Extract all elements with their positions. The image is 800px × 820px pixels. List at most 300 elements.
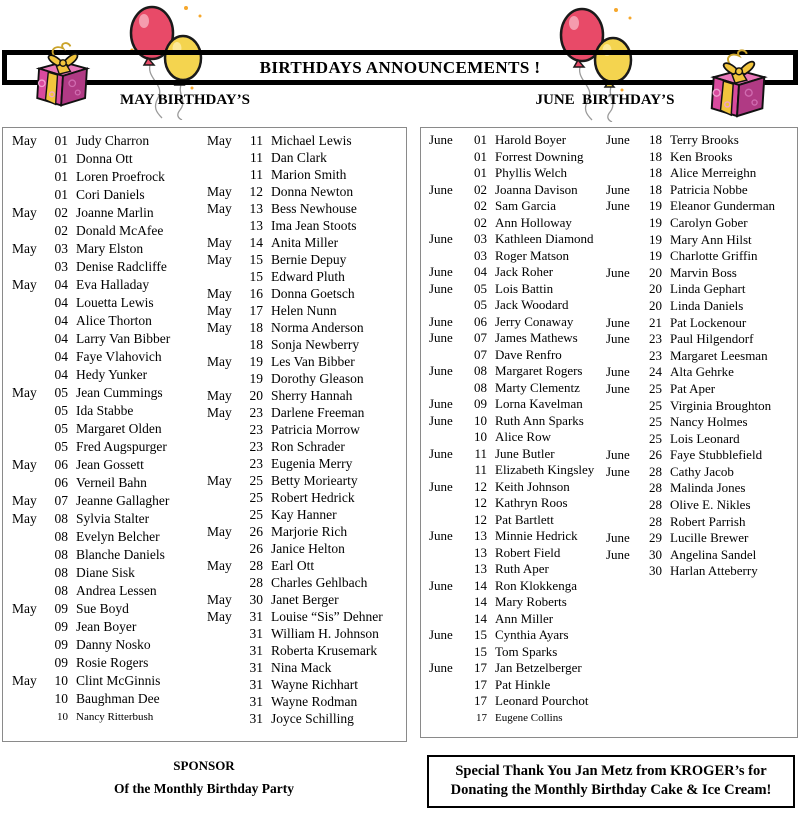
day-label: 10 — [54, 691, 68, 706]
month-label: May — [12, 133, 37, 148]
month-label: May — [12, 457, 37, 472]
month-label — [12, 690, 46, 708]
day-label: 04 — [54, 367, 68, 382]
name-label: Sherry Hannah — [271, 388, 353, 403]
name-label: Betty Moriearty — [271, 473, 358, 488]
day-label: 19 — [649, 248, 662, 264]
day-label: 04 — [54, 331, 68, 346]
name-label: Kathryn Roos — [495, 495, 568, 510]
birthday-row — [12, 510, 204, 528]
month-label — [12, 168, 46, 186]
birthday-row — [12, 474, 204, 492]
name-label: Marvin Boss — [670, 264, 737, 280]
name-label: Malinda Jones — [670, 480, 746, 496]
name-label: Margaret Olden — [76, 421, 162, 436]
month-label — [12, 258, 46, 276]
birthday-row — [207, 421, 403, 438]
day-label: 31 — [249, 626, 263, 641]
name-label: Donna Goetsch — [271, 286, 355, 301]
month-label — [207, 149, 241, 166]
day-label: 14 — [474, 594, 487, 609]
name-label: Dorothy Gleason — [271, 371, 364, 386]
month-label: June — [429, 528, 453, 543]
name-label: Jean Boyer — [76, 619, 137, 634]
day-label: 02 — [54, 205, 68, 220]
month-label — [606, 248, 640, 265]
day-label: 09 — [54, 619, 68, 634]
day-label: 14 — [249, 235, 263, 250]
month-label — [12, 474, 46, 492]
name-label: Tom Sparks — [495, 643, 558, 659]
month-label: June — [606, 546, 630, 562]
month-label — [606, 480, 640, 497]
name-label: Angelina Sandel — [670, 546, 757, 562]
day-label: 10 — [474, 429, 487, 444]
day-label: 10 — [54, 673, 68, 688]
day-label: 08 — [474, 363, 487, 378]
name-label: Kathleen Diamond — [495, 231, 594, 246]
month-label — [12, 294, 46, 312]
birthday-row — [207, 489, 403, 506]
month-label: May — [12, 493, 37, 508]
name-label: Bernie Depuy — [271, 252, 347, 267]
may-birthdays-box — [2, 127, 407, 742]
month-label: May — [12, 241, 37, 256]
day-label: 25 — [649, 397, 662, 413]
day-label: 28 — [649, 463, 662, 479]
name-label: Phyllis Welch — [495, 165, 568, 180]
day-label: 11 — [474, 445, 487, 461]
month-label — [207, 659, 241, 676]
day-label: 05 — [54, 421, 68, 436]
month-label — [207, 506, 241, 523]
name-label: Marty Clementz — [495, 379, 580, 395]
name-label: Marion Smith — [271, 167, 347, 182]
name-label: Charlotte Griffin — [670, 248, 758, 264]
month-label — [429, 429, 465, 446]
birthday-row — [207, 455, 403, 472]
name-label: Donald McAfee — [76, 223, 164, 238]
birthday-row — [606, 447, 794, 464]
name-label: Les Van Bibber — [271, 354, 355, 369]
day-label: 25 — [649, 414, 662, 430]
name-label: Wayne Richhart — [271, 677, 359, 692]
month-label: June — [429, 478, 453, 494]
birthday-row — [12, 672, 204, 690]
name-label: Mary Ann Hilst — [670, 231, 752, 247]
birthday-row — [429, 396, 613, 413]
month-label: May — [207, 252, 232, 267]
name-label: Judy Charron — [76, 133, 150, 148]
month-label — [207, 370, 241, 387]
day-label: 04 — [54, 349, 68, 364]
name-label: Bess Newhouse — [271, 201, 357, 216]
name-label: William H. Johnson — [271, 626, 379, 641]
month-label — [12, 636, 46, 654]
birthday-row — [207, 523, 403, 540]
month-label: June — [429, 280, 453, 296]
name-label: Cori Daniels — [76, 187, 145, 202]
name-label: Roger Matson — [495, 247, 570, 263]
birthday-row — [207, 591, 403, 608]
birthday-row — [12, 294, 204, 312]
birthday-row — [429, 149, 613, 166]
name-label: Mary Elston — [76, 241, 144, 256]
month-label — [207, 710, 241, 727]
birthday-row — [429, 281, 613, 298]
name-label: Lucille Brewer — [670, 530, 749, 546]
name-label: Ann Holloway — [495, 214, 572, 230]
day-label: 09 — [54, 601, 68, 616]
day-label: 24 — [649, 364, 662, 380]
birthday-row — [429, 314, 613, 331]
month-label: May — [12, 277, 37, 292]
name-label: Ann Miller — [495, 610, 554, 626]
name-label: Earl Ott — [271, 558, 315, 573]
name-label: Helen Nunn — [271, 303, 337, 318]
birthday-row — [12, 546, 204, 564]
month-label — [429, 347, 465, 364]
sponsor-title: SPONSOR — [173, 758, 235, 773]
day-label: 25 — [249, 473, 263, 488]
birthday-row — [606, 530, 794, 547]
month-label — [12, 438, 46, 456]
day-label: 15 — [249, 252, 263, 267]
month-label — [12, 366, 46, 384]
birthday-row — [207, 472, 403, 489]
day-label: 05 — [54, 439, 68, 454]
birthday-row — [429, 578, 613, 595]
name-label: Margaret Leesman — [670, 347, 768, 363]
birthday-row — [207, 642, 403, 659]
birthday-row — [12, 636, 204, 654]
birthday-row — [429, 561, 613, 578]
month-label: June — [429, 132, 453, 147]
birthday-row — [429, 660, 613, 677]
month-label — [606, 398, 640, 415]
birthday-row — [207, 625, 403, 642]
month-label — [429, 512, 465, 529]
day-label: 01 — [474, 132, 487, 147]
month-label: May — [12, 205, 37, 220]
birthday-row — [606, 315, 794, 332]
day-label: 28 — [249, 558, 263, 573]
name-label: Joanna Davison — [495, 181, 578, 197]
month-label: June — [606, 364, 630, 380]
month-label — [429, 198, 465, 215]
birthday-row — [429, 330, 613, 347]
day-label: 01 — [474, 148, 487, 164]
month-label: June — [429, 363, 453, 378]
name-label: Joyce Schilling — [271, 711, 354, 726]
birthday-row — [429, 710, 613, 727]
name-label: Patricia Morrow — [271, 422, 360, 437]
month-label — [429, 149, 465, 166]
birthday-row — [606, 132, 794, 149]
name-label: Donna Ott — [76, 151, 133, 166]
name-label: Norma Anderson — [271, 320, 364, 335]
month-label: May — [207, 388, 232, 403]
name-label: Louetta Lewis — [76, 295, 154, 310]
name-label: Eugene Collins — [495, 711, 563, 724]
month-label — [429, 561, 465, 578]
name-label: Marjorie Rich — [271, 524, 348, 539]
day-label: 28 — [649, 513, 662, 529]
name-label: Loren Proefrock — [76, 169, 165, 184]
day-label: 03 — [474, 231, 487, 246]
name-label: Olive E. Nikles — [670, 497, 751, 513]
day-label: 20 — [649, 297, 662, 313]
name-label: Terry Brooks — [670, 132, 739, 147]
name-label: Larry Van Bibber — [76, 331, 171, 346]
name-label: Linda Gephart — [670, 281, 746, 297]
name-label: Robert Field — [495, 544, 561, 560]
birthday-row — [12, 348, 204, 366]
birthday-row — [207, 506, 403, 523]
day-label: 15 — [474, 627, 487, 642]
name-label: Lois Battin — [495, 280, 554, 296]
june-column-2 — [606, 132, 794, 580]
month-label — [207, 455, 241, 472]
name-label: Dave Renfro — [495, 346, 562, 362]
month-label: May — [207, 473, 232, 488]
birthday-row — [207, 710, 403, 727]
birthday-row — [12, 240, 204, 258]
birthday-row — [606, 497, 794, 514]
day-label: 10 — [474, 412, 487, 428]
day-label: 31 — [249, 694, 263, 709]
birthday-row — [12, 276, 204, 294]
day-label: 23 — [649, 347, 662, 363]
month-label — [207, 438, 241, 455]
month-label: June — [429, 577, 453, 593]
day-label: 02 — [474, 181, 487, 197]
name-label: Diane Sisk — [76, 565, 135, 580]
birthday-row — [12, 438, 204, 456]
day-label: 12 — [474, 511, 487, 527]
day-label: 06 — [54, 457, 68, 472]
birthday-row — [429, 693, 613, 710]
day-label: 31 — [249, 609, 263, 624]
month-label — [12, 618, 46, 636]
month-label — [12, 546, 46, 564]
announcements-banner — [2, 50, 798, 85]
day-label: 07 — [54, 493, 68, 508]
month-label: June — [429, 396, 453, 411]
day-label: 14 — [474, 610, 487, 626]
month-label — [207, 489, 241, 506]
name-label: Charles Gehlbach — [271, 575, 368, 590]
month-label: June — [429, 627, 453, 642]
name-label: Ida Stabbe — [76, 403, 134, 418]
month-label — [207, 693, 241, 710]
month-label — [606, 563, 640, 580]
name-label: Eleanor Gunderman — [670, 198, 776, 214]
name-label: Darlene Freeman — [271, 405, 365, 420]
birthday-row — [429, 528, 613, 545]
month-label — [207, 217, 241, 234]
month-label: June — [606, 264, 630, 280]
month-label: May — [207, 592, 232, 607]
day-label: 04 — [474, 264, 487, 279]
birthday-row — [12, 420, 204, 438]
day-label: 18 — [249, 320, 263, 335]
month-label — [12, 654, 46, 672]
birthday-row — [606, 265, 794, 282]
birthday-row — [12, 366, 204, 384]
month-label — [12, 348, 46, 366]
month-label: May — [207, 405, 232, 420]
name-label: Ruth Aper — [495, 561, 549, 576]
birthday-row — [429, 677, 613, 694]
day-label: 19 — [249, 371, 263, 386]
month-label — [429, 297, 465, 314]
thank-you-line-2: Donating the Monthly Birthday Cake & Ice Cream! — [450, 782, 772, 799]
name-label: Cynthia Ayars — [495, 627, 569, 642]
name-label: Andrea Lessen — [76, 583, 157, 598]
month-label — [606, 514, 640, 531]
day-label: 18 — [649, 165, 662, 181]
name-label: Denise Radcliffe — [76, 259, 167, 274]
birthday-row — [12, 168, 204, 186]
day-label: 07 — [474, 330, 487, 345]
month-label — [606, 281, 640, 298]
birthday-row — [207, 659, 403, 676]
month-label: June — [429, 330, 453, 345]
birthday-row — [12, 204, 204, 222]
name-label: Nancy Ritterbush — [76, 711, 154, 723]
day-label: 05 — [54, 385, 68, 400]
month-label: May — [207, 609, 232, 624]
birthday-row — [207, 574, 403, 591]
name-label: Robert Parrish — [670, 513, 746, 529]
month-label — [12, 420, 46, 438]
day-label: 05 — [474, 297, 487, 312]
name-label: June Butler — [495, 445, 555, 461]
day-label: 01 — [54, 169, 68, 184]
name-label: Janice Helton — [271, 541, 345, 556]
name-label: Wayne Rodman — [271, 694, 358, 709]
name-label: Pat Lockenour — [670, 314, 747, 330]
birthday-row — [207, 183, 403, 200]
day-label: 07 — [474, 346, 487, 362]
month-label: May — [207, 303, 232, 318]
birthday-row — [429, 215, 613, 232]
name-label: Baughman Dee — [76, 691, 160, 706]
name-label: Jack Roher — [495, 264, 554, 279]
name-label: Clint McGinnis — [76, 673, 161, 688]
name-label: Alice Row — [495, 429, 551, 444]
may-section-heading: MAY BIRTHDAY’S — [120, 92, 250, 108]
month-label — [12, 528, 46, 546]
month-label — [606, 232, 640, 249]
day-label: 12 — [249, 184, 263, 199]
month-label: May — [207, 286, 232, 301]
name-label: Carolyn Gober — [670, 214, 748, 230]
month-label: June — [429, 231, 453, 246]
day-label: 23 — [249, 405, 263, 420]
birthday-row — [429, 627, 613, 644]
day-label: 04 — [54, 295, 68, 310]
day-label: 13 — [474, 544, 487, 560]
name-label: Sam Garcia — [495, 198, 557, 213]
month-label — [207, 625, 241, 642]
kroger-thank-you-box — [427, 755, 795, 808]
birthday-row — [12, 618, 204, 636]
birthday-row — [207, 608, 403, 625]
birthday-row — [606, 398, 794, 415]
name-label: Fred Augspurger — [76, 439, 167, 454]
day-label: 02 — [474, 214, 487, 230]
month-label — [606, 165, 640, 182]
name-label: Jan Betzelberger — [495, 660, 582, 675]
birthday-row — [429, 429, 613, 446]
month-label: June — [606, 380, 630, 396]
birthday-row — [429, 363, 613, 380]
name-label: Mary Roberts — [495, 594, 567, 609]
month-label: May — [207, 524, 232, 539]
birthday-row — [606, 464, 794, 481]
month-label: May — [12, 385, 37, 400]
day-label: 18 — [249, 337, 263, 352]
day-label: 03 — [474, 247, 487, 263]
day-label: 20 — [649, 281, 662, 297]
month-label: June — [606, 331, 630, 347]
month-label: June — [606, 314, 630, 330]
day-label: 17 — [474, 676, 487, 692]
birthday-row — [429, 479, 613, 496]
day-label: 26 — [249, 524, 263, 539]
birthday-row — [429, 495, 613, 512]
birthday-row — [12, 186, 204, 204]
june-section-heading: JUNE BIRTHDAY’S — [535, 92, 675, 108]
name-label: Hedy Yunker — [76, 367, 148, 382]
name-label: Blanche Daniels — [76, 547, 165, 562]
month-label: May — [12, 673, 37, 688]
day-label: 11 — [250, 150, 263, 165]
day-label: 18 — [649, 132, 662, 147]
birthday-row — [12, 312, 204, 330]
banner-title: BIRTHDAYS ANNOUNCEMENTS ! — [259, 57, 541, 77]
month-label: June — [606, 463, 630, 479]
month-label — [429, 677, 465, 694]
birthday-row — [429, 611, 613, 628]
birthday-row — [429, 182, 613, 199]
birthday-row — [207, 557, 403, 574]
month-label — [606, 298, 640, 315]
birthday-row — [207, 319, 403, 336]
day-label: 08 — [54, 511, 68, 526]
birthday-row — [606, 480, 794, 497]
month-label — [12, 222, 46, 240]
month-label — [429, 545, 465, 562]
day-label: 03 — [54, 241, 68, 256]
birthday-row — [606, 248, 794, 265]
birthday-row — [207, 132, 403, 149]
name-label: Ron Klokkenga — [495, 577, 577, 593]
name-label: Danny Nosko — [76, 637, 151, 652]
name-label: Pat Aper — [670, 380, 716, 396]
month-label — [12, 186, 46, 204]
name-label: Rosie Rogers — [76, 655, 149, 670]
day-label: 31 — [249, 660, 263, 675]
birthday-row — [207, 693, 403, 710]
birthday-row — [429, 380, 613, 397]
name-label: Ken Brooks — [670, 148, 733, 164]
name-label: Evelyn Belcher — [76, 529, 160, 544]
birthday-row — [429, 446, 613, 463]
month-label: May — [207, 558, 232, 573]
